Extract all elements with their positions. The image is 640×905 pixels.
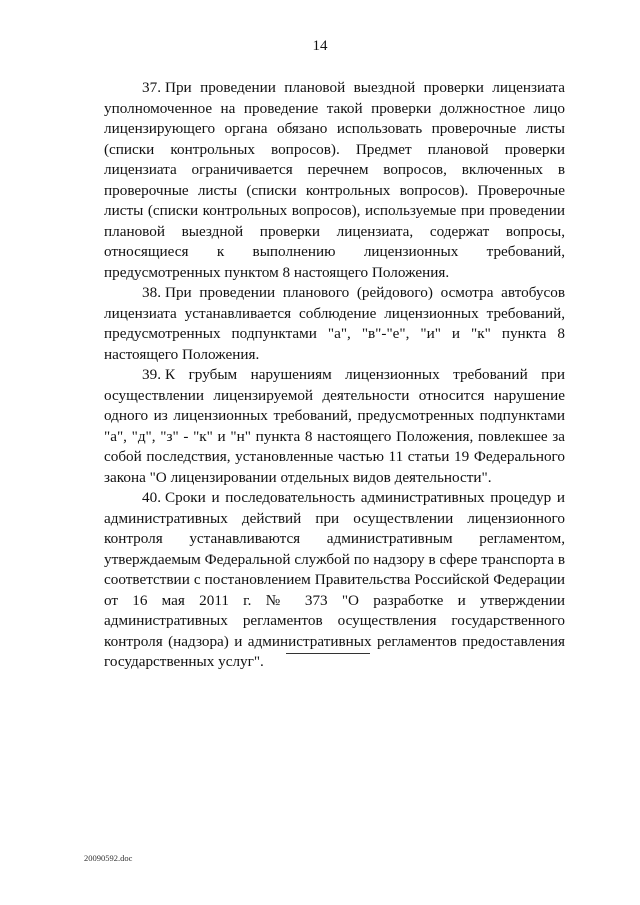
paragraph-38 — [104, 283, 565, 365]
paragraph-text: При проведении планового (рейдового) осмотра автобусов лицензиата устанавливается соблюдение лицензионных требований, предусмотренных подпунктами "а", "в"-"е", "и" и "к" пункта 8 настоящего Положения. — [104, 284, 565, 363]
paragraph-37 — [104, 78, 565, 283]
paragraph-text: При проведении плановой выездной проверки лицензиата уполномоченное на проведение такой проверки должностное лицо лицензирующего органа обязано использовать проверочные листы (списки контрольных вопросов). Предмет плановой проверки лицензиата ограничивается перечнем вопросов, включенных в проверочные листы (списки контрольных вопросов). Проверочные листы (списки контрольных вопросов), используемые при проведении плановой выездной проверки лицензиата, содержат вопросы, относящиеся к выполнению лицензионных требований, предусмотренных пунктом 8 настоящего Положения. — [104, 79, 565, 281]
document-body — [104, 78, 565, 673]
paragraph-40 — [104, 488, 565, 673]
paragraph-number: 40. — [142, 489, 161, 506]
paragraph-number: 39. — [142, 366, 161, 383]
document-file-id: 20090592.doc — [84, 853, 133, 863]
paragraph-number: 38. — [142, 284, 161, 301]
end-separator-line — [286, 653, 370, 654]
paragraph-number: 37. — [142, 79, 161, 96]
page-number: 14 — [312, 38, 328, 54]
paragraph-text: К грубым нарушениям лицензионных требований при осуществлении лицензируемой деятельности относится нарушение одного из лицензионных требований, предусмотренных подпунктами "а", "д", "з" - "к" и "н" пункта 8 настоящего Положения, повлекшее за собой последствия, установленные частью 11 статьи 19 Федерального закона "О лицензировании отдельных видов деятельности". — [104, 366, 565, 486]
paragraph-39 — [104, 365, 565, 488]
paragraph-text: Сроки и последовательность административных процедур и административных действий при осуществлении лицензионного контроля устанавливаются административным регламентом, утверждаемым Федеральной службой по надзору в сфере транспорта в соответствии с постановлением Правительства Российской Федерации от 16 мая 2011 г. № 373 "О разработке и утверждении административных регламентов осуществления государственного контроля (надзора) и административных регламентов предоставления государственных услуг". — [104, 489, 565, 670]
